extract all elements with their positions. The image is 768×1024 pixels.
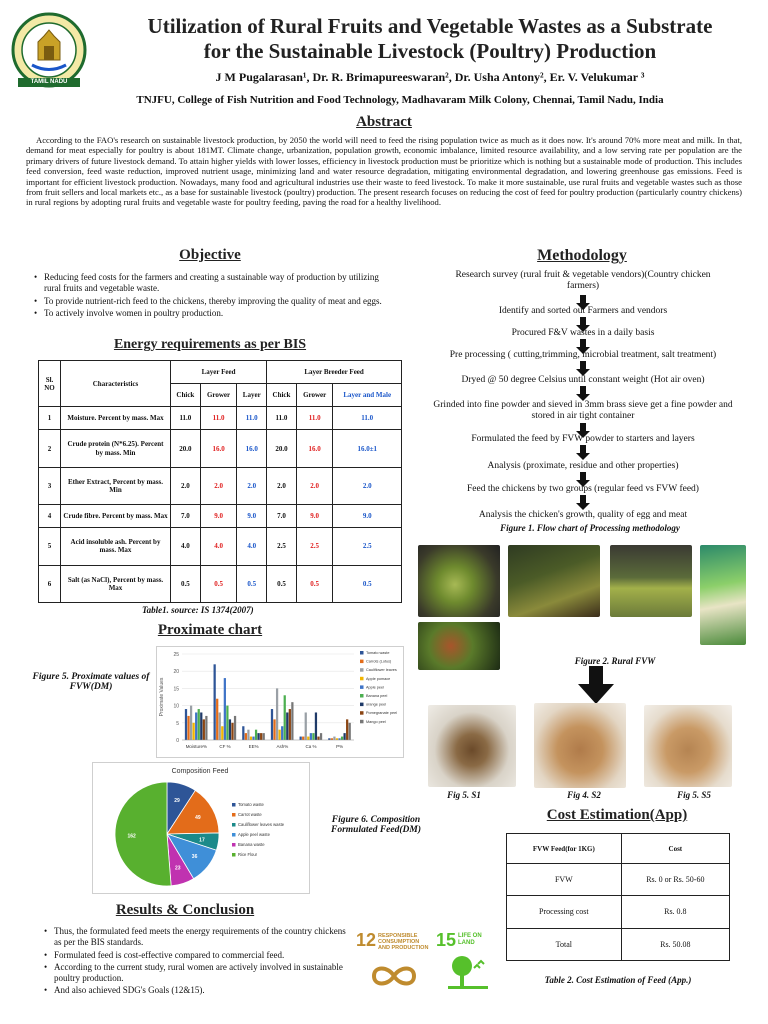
figure1-caption: Figure 1. Flow chart of Processing methodology [500,523,680,533]
results-item: • Formulated feed is cost-effective compared to commercial feed. [44,950,350,961]
bar [224,678,226,740]
composition-pie-chart [92,762,310,894]
cost-table [506,833,730,961]
university-logo [8,10,90,92]
bar [221,726,223,740]
logo-text: TAMIL NADU [30,79,68,85]
sample-s2-photo [534,703,626,788]
energy-value: 0.5 [333,565,402,602]
sample-caption-s5: Fig 5. S5 [677,790,711,800]
bar [310,733,312,740]
energy-value: 2.0 [333,467,402,504]
flow-step: Research survey (rural fruit & vegetable vendors)(Country chicken farmers) [455,270,711,292]
flow-step: Analysis (proximate, residue and other properties) [487,461,679,471]
bar [276,688,278,740]
legend-swatch [360,668,364,672]
th-sub: Chick [267,384,297,407]
th-sub: Grower [296,384,333,407]
energy-characteristic: Crude fibre. Percent by mass. Max [61,505,171,528]
bar [200,712,202,740]
fruit-crate-photo [610,545,692,617]
energy-row [39,505,402,528]
energy-value: 9.0 [237,505,267,528]
sdg12-logo [356,930,432,994]
legend-swatch [360,651,364,655]
energy-sl: 5 [39,528,61,565]
legend-label: Tomato waste [238,802,264,807]
legend-swatch [232,833,236,837]
proximate-bar-chart [156,646,404,758]
tree-icon [444,952,492,992]
data-label: 49 [195,814,201,821]
energy-characteristic: Moisture. Percent by mass. Max [61,407,171,430]
energy-value: 11.0 [200,407,237,430]
bar [229,719,231,740]
y-tick-label: 20 [173,669,179,676]
bar [203,719,205,740]
energy-value: 16.0 [296,430,333,467]
cost-header: FVW Feed(for 1KG) [507,834,622,864]
bar [260,733,262,740]
energy-characteristic: Acid insoluble ash. Percent by mass. Max [61,528,171,565]
results-item: • And also achieved SDG's Goals (12&15). [44,985,350,996]
bar [257,733,259,740]
energy-sl: 2 [39,430,61,467]
legend-swatch [232,853,236,857]
flow-step: Pre processing ( cutting,trimming, microbial treatment, salt treatment) [449,350,717,360]
th-characteristics: Characteristics [61,361,171,407]
th-sub: Chick [171,384,201,407]
y-tick-label: 15 [173,686,179,693]
legend-label: Apple peel waste [238,832,270,837]
data-label: 17 [199,837,205,844]
flow-step: Feed the chickens by two groups (regular feed vs FVW feed) [467,484,699,494]
poster-title [96,14,764,64]
bar [271,709,273,740]
energy-value: 20.0 [267,430,297,467]
bar [242,726,244,740]
energy-sl: 1 [39,407,61,430]
bar [195,712,197,740]
cost-cell: Rs. 50.08 [621,928,729,960]
legend-swatch [232,813,236,817]
energy-value: 2.0 [171,467,201,504]
energy-value: 9.0 [333,505,402,528]
legend-label: orange peel [366,702,387,707]
legend-label: Apple peel [366,685,384,690]
bar [252,737,254,740]
energy-value: 2.0 [267,467,297,504]
bar [289,709,291,740]
legend-swatch [360,660,364,664]
energy-value: 4.0 [237,528,267,565]
flow-step: Formulated the feed by FVW powder to starters and layers [471,434,695,444]
abstract-title: Abstract [356,114,412,130]
sample-s5-photo [644,705,732,787]
bar [219,712,221,740]
bar [187,716,189,740]
bar [247,730,249,740]
x-tick-label: EE% [248,744,259,749]
methodology-flowchart [420,270,746,532]
bar [284,695,286,740]
energy-sl: 6 [39,565,61,602]
energy-value: 11.0 [171,407,201,430]
energy-value: 9.0 [296,505,333,528]
bar [286,712,288,740]
bar [349,723,351,740]
energy-sl: 4 [39,505,61,528]
bar [333,737,335,740]
energy-value: 11.0 [267,407,297,430]
down-arrow-icon [576,495,590,510]
energy-value: 0.5 [237,565,267,602]
bar [198,709,200,740]
cost-cell: Processing cost [507,896,622,928]
energy-value: 11.0 [296,407,333,430]
down-arrow-icon [576,386,590,401]
bar [250,737,252,740]
legend-swatch [360,677,364,681]
title-line2: for the Sustainable Livestock (Poultry) Production [203,39,657,63]
legend-swatch [360,685,364,689]
energy-row [39,430,402,467]
y-tick-label: 5 [176,720,179,727]
cost-cell: Rs. 0.8 [621,896,729,928]
table1-caption: Table1. source: IS 1374(2007) [142,605,254,615]
energy-value: 9.0 [200,505,237,528]
energy-value: 0.5 [200,565,237,602]
flow-step: Grinded into fine powder and sieved in 3mm brass sieve get a fine powder and stored in air tight container [433,400,733,422]
x-tick-label: Ash% [276,744,289,749]
down-arrow-icon [576,666,616,704]
results-list [44,926,350,998]
cost-cell: Rs. 0 or Rs. 50-60 [621,864,729,896]
bar [216,699,218,740]
sample-s1-photo [428,705,516,787]
title-line1: Utilization of Rural Fruits and Vegetable Wastes as a Substrate [147,14,713,38]
bar [245,733,247,740]
objective-title: Objective [179,247,241,263]
cost-title: Cost Estimation(App) [546,807,688,823]
energy-value: 2.0 [200,467,237,504]
sdg12-number: 12 [356,930,377,950]
legend-label: Apple pomace [366,676,391,681]
objective-list [34,272,390,320]
authors: J M Pugalarasan¹, Dr. R. Brimapureeswaran², Dr. Usha Antony², Er. V. Velukumar ³ [215,70,645,84]
y-tick-label: 0 [176,738,179,744]
energy-value: 7.0 [267,505,297,528]
energy-characteristic: Crude protein (N*6.25). Percent by mass. Min [61,430,171,467]
results-item: • Thus, the formulated feed meets the energy requirements of the country chickens as per the BIS standards. [44,926,350,949]
bar [273,719,275,740]
abstract-text: According to the FAO's research on sustainable livestock production, by 2050 the world will need to feed the rising population twice as much as it does now. It's around 70% more meat and milk. In that, demand for meat especially for poultry is about 181MT. Climate change, urbanization, population growth, economic imbalance, limited resource availability, and a low serving rate per population are the primary drivers of future livestock demand. To attain higher yields with lower losses, efficiency in livestock production must be prioritize which is nothing but a sustainable mode of production. This includes feed conversion, feed waste reduction, improved nutrient usage, minimizing land and water resource degradation, mitigating environmental degradation, and lowering greenhouse gas emissions. Feed is important for efficient livestock production. Nowadays, many food and agricultural industries use their waste to feed livestock. To make it more sustainable, use rural fruits and vegetable wastes such as those from fruit sellers and local markets etc., as a base for sustainable livestock (poultry) production. The present research focuses on reducing the cost of feed for poultry production (particularly country chickens) in rural regions by adopting rural fruits and vegetable waste for poultry feeding, paving the road for a healthy livelihood. [26,135,742,208]
objective-item: • To provide nutrient-rich feed to the chickens, thereby improving the quality of meat and eggs. [34,296,390,307]
x-tick-label: P% [336,744,344,749]
energy-row [39,565,402,602]
bar [214,664,216,740]
results-title: Results & Conclusion [115,902,255,918]
legend-swatch [360,720,364,724]
bar [263,733,265,740]
energy-value: 7.0 [171,505,201,528]
crate-vegetables-photo [700,545,746,645]
th-sub: Grower [200,384,237,407]
x-tick-label: Moisture% [185,744,207,749]
sdg12-text: RESPONSIBLE CONSUMPTION AND PRODUCTION [378,933,429,952]
market-waste-photo [508,545,600,617]
legend-swatch [360,703,364,707]
legend-label: Pomegranate peel [366,711,398,716]
bar [226,706,228,740]
bar [346,719,348,740]
figure6-caption: Figure 6. Composition Formulated Feed(DM) [331,815,421,835]
energy-characteristic: Ether Extract, Percent by mass. Min [61,467,171,504]
legend-label: Rice Flour [238,852,258,857]
energy-row [39,528,402,565]
flow-step: Procured F&V wastes in a daily basis [511,328,655,338]
sample-caption-s2: Fig 4. S2 [567,790,601,800]
energy-value: 2.5 [267,528,297,565]
energy-value: 16.0 [237,430,267,467]
legend-swatch [232,823,236,827]
sample-caption-s1: Fig 5. S1 [447,790,481,800]
flow-step: Dryed @ 50 degree Celsius until constant weight (Hot air oven) [461,375,705,385]
x-tick-label: CF % [219,744,231,749]
legend-label: Carrots (Lotus) [366,659,392,664]
bar [300,737,302,740]
legend-label: Tomato waste [366,651,390,655]
bar [193,723,195,740]
legend-swatch [232,843,236,847]
bar [231,723,233,740]
energy-row [39,407,402,430]
legend-label: Cauliflower leaves waste [238,822,285,827]
x-tick-label: Ca % [305,744,317,749]
bar [312,733,314,740]
legend-swatch [360,694,364,698]
bar [234,716,236,740]
energy-value: 4.0 [200,528,237,565]
energy-value: 4.0 [171,528,201,565]
objective-item: • Reducing feed costs for the farmers and creating a sustainable way of production by utilizing rural fruits and vegetable waste. [34,272,390,295]
proximate-title: Proximate chart [157,622,263,638]
energy-table [38,360,402,603]
bar [190,706,192,740]
bar [307,737,309,740]
bar [279,730,281,740]
energy-value: 11.0 [237,407,267,430]
bar [302,737,304,740]
chart-title: Composition Feed [171,768,229,775]
bar [341,737,343,740]
th-sub: Layer and Male [333,384,402,407]
cost-cell: FVW [507,864,622,896]
affiliation: TNJFU, College of Fish Nutrition and Food Technology, Madhavaram Milk Colony, Chennai, Tamil Nadu, India [136,94,664,106]
data-label: 162 [127,833,136,840]
legend-label: Mango peel [366,719,386,724]
legend-swatch [360,711,364,715]
bar [255,730,257,740]
legend-label: Carrot waste [238,812,262,817]
energy-value: 0.5 [296,565,333,602]
figure5-caption: Figure 5. Proximate values of FVW(DM) [32,672,150,692]
objective-item: • To actively involve women in poultry production. [34,308,390,319]
legend-label: Cauliflower leaves [366,668,397,673]
flow-step: Identify and sorted out Farmers and vendors [498,306,668,316]
bar [317,737,319,740]
y-tick-label: 25 [173,652,179,658]
cost-cell: Total [507,928,622,960]
bar [205,716,207,740]
down-arrow-icon [576,361,590,376]
bar [281,726,283,740]
energy-value: 16.0 [200,430,237,467]
figure2-caption: Figure 2. Rural FVW [574,656,656,666]
energy-value: 16.0±1 [333,430,402,467]
energy-value: 0.5 [171,565,201,602]
energy-value: 2.5 [333,528,402,565]
legend-label: Banana peel [366,694,388,698]
energy-value: 2.0 [296,467,333,504]
table2-caption: Table 2. Cost Estimation of Feed (App.) [544,975,692,985]
sdg15-text: LIFE ON LAND [458,933,482,946]
infinity-icon [364,962,424,990]
energy-value: 11.0 [333,407,402,430]
energy-value: 2.0 [237,467,267,504]
legend-swatch [232,803,236,807]
flow-step: Analysis the chicken's growth, quality of egg and meat [478,510,688,520]
sdg15-logo [436,930,496,994]
bar [320,733,322,740]
data-label: 29 [174,798,180,805]
energy-characteristic: Salt (as NaCl), Percent by mass. Max [61,565,171,602]
bar [315,712,317,740]
bar [305,712,307,740]
bar [185,709,187,740]
leaf-waste-photo [418,622,500,670]
data-label: 23 [174,865,181,872]
th-sl: Sl. NO [39,361,61,407]
energy-sl: 3 [39,467,61,504]
energy-value: 2.5 [296,528,333,565]
legend-label: Banana waste [238,842,265,847]
cost-header: Cost [621,834,729,864]
energy-title: Energy requirements as per BIS [113,337,307,352]
results-item: • According to the current study, rural women are actively involved in sustainable poultry production. [44,962,350,985]
data-label: 36 [191,854,198,861]
th-layer-feed: Layer Feed [171,361,267,384]
bar [291,702,293,740]
th-sub: Layer [237,384,267,407]
bar [343,733,345,740]
energy-row [39,467,402,504]
methodology-title: Methodology [537,247,627,264]
y-axis-label: Proximate Values [159,677,165,717]
energy-value: 0.5 [267,565,297,602]
energy-value: 20.0 [171,430,201,467]
th-breeder-feed: Layer Breeder Feed [267,361,402,384]
down-arrow-icon [576,445,590,460]
vegetable-waste-photo [418,545,500,617]
sdg15-number: 15 [436,930,457,950]
y-tick-label: 10 [173,703,179,710]
